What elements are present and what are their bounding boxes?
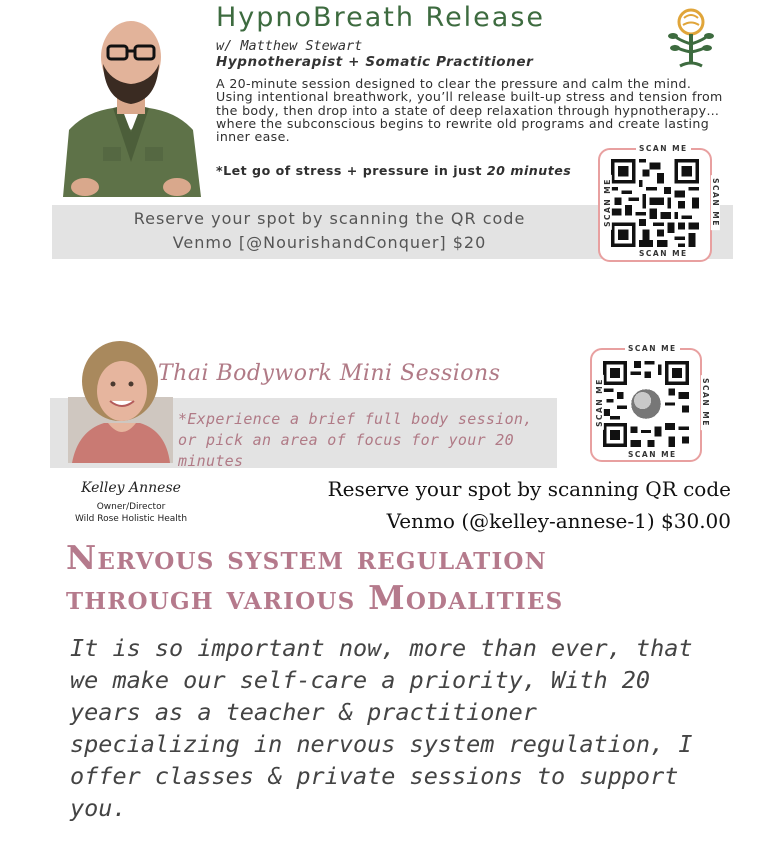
- qr-code-icon: [603, 361, 689, 447]
- qr-scan-me-bottom: SCAN ME: [625, 450, 680, 459]
- qr-scan-me-top: SCAN ME: [636, 144, 691, 153]
- business-name: Wild Rose Holistic Health: [74, 514, 188, 524]
- nervous-system-heading-line1: Nervous system regulation: [66, 538, 547, 577]
- qr-scan-me-top: SCAN ME: [625, 344, 680, 353]
- hypnobreath-qr-code[interactable]: [598, 144, 720, 262]
- kelley-annese-signature: Kelley Annese: [81, 480, 181, 496]
- thai-reserve-text: Reserve your spot by scanning QR code: [327, 477, 731, 501]
- nervous-system-body: It is so important now, more than ever, that we make our self-care a priority, With 20 years as a teacher & practitioner specializing in nervous system regulation, I offer classes & private sessions to support you.: [70, 634, 693, 822]
- thai-bodywork-description: *Experience a brief full body session, or pick an area of focus for your 20 minutes: [178, 410, 533, 470]
- qr-scan-me-bottom: SCAN ME: [636, 249, 691, 258]
- tree-brain-logo-icon: [664, 6, 718, 70]
- thai-venmo-text: Venmo (@kelley-annese-1) $30.00: [386, 509, 731, 533]
- matthew-stewart-photo: [55, 12, 207, 197]
- kelley-annese-photo: [68, 339, 173, 463]
- practitioner-name: w/ Matthew Stewart: [216, 38, 363, 54]
- hypnobreath-reserve-text: Reserve your spot by scanning the QR code: [133, 209, 526, 228]
- practitioner-role: Hypnotherapist + Somatic Practitioner: [216, 54, 534, 70]
- owner-title: Owner/Director: [96, 502, 166, 512]
- qr-code-icon: [611, 159, 699, 247]
- tagline-text: *Let go of stress + pressure in just: [216, 163, 487, 178]
- thai-qr-code[interactable]: [590, 344, 710, 462]
- hypnobreath-title: HypnoBreath Release: [216, 2, 546, 33]
- tagline-emphasis: 20 minutes: [486, 163, 572, 178]
- qr-scan-me-left: SCAN ME: [595, 375, 604, 430]
- qr-scan-me-right: SCAN ME: [701, 375, 710, 430]
- thai-bodywork-title: Thai Bodywork Mini Sessions: [158, 361, 501, 386]
- qr-scan-me-right: SCAN ME: [711, 175, 720, 230]
- hypnobreath-description: A 20-minute session designed to clear the pressure and calm the mind. Using intentional breathwork, you’ll release built-up stress and tension from the body, then drop into a state of deep relaxation through hypnotherapy… where the subconscious begins to rewrite old programs and create lasting inner ease.: [216, 76, 723, 145]
- qr-scan-me-left: SCAN ME: [603, 175, 612, 230]
- nervous-system-heading-line2: through various Modalities: [66, 578, 564, 617]
- hypnobreath-venmo-text: Venmo [@NourishandConquer] $20: [172, 233, 487, 252]
- hypnobreath-tagline: [216, 163, 571, 178]
